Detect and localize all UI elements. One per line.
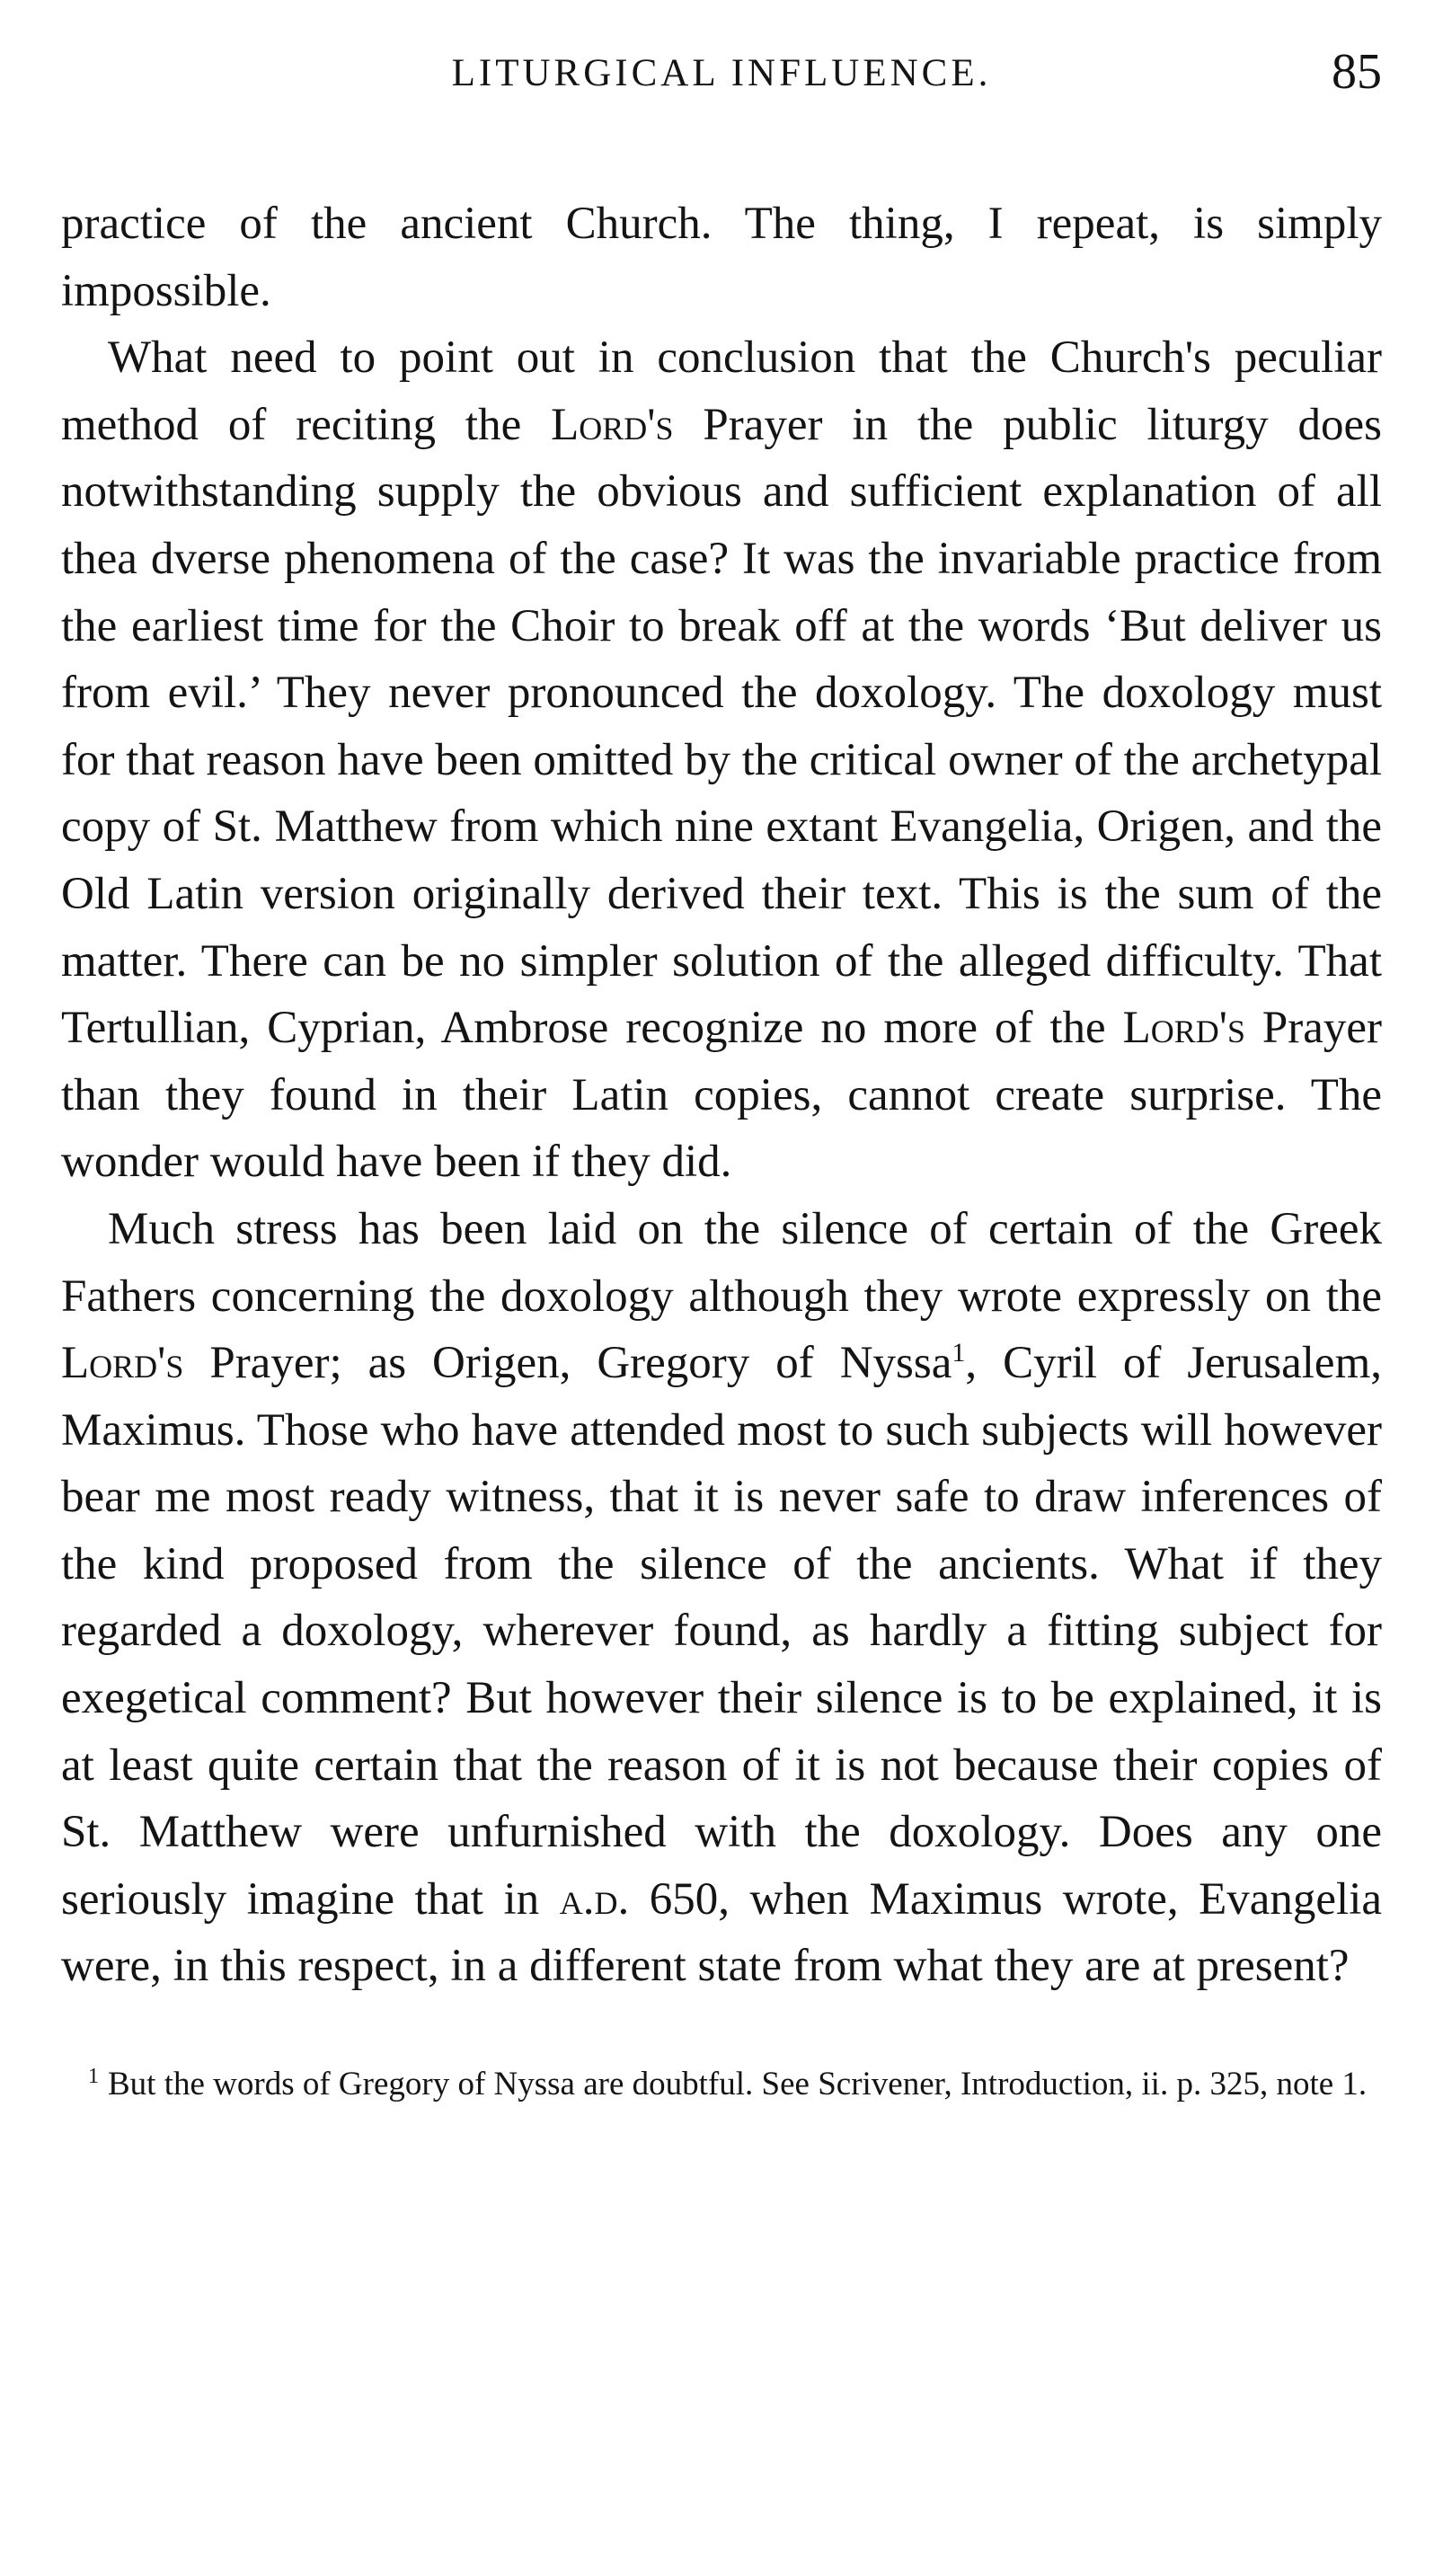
paragraph-2: [61, 324, 1382, 1196]
paragraph-1-text: practice of the ancient Church. The thing, I repeat, is simply impossible.: [61, 199, 1382, 316]
footnote-reference[interactable]: 1: [952, 1338, 966, 1368]
paragraph-3: [61, 1196, 1382, 2000]
book-page: [61, 43, 1382, 2110]
small-caps-lord: Lord's: [551, 399, 674, 450]
paragraph-2-part-c: Prayer than they found in their Latin copies, cannot create surprise. The wonder would have been if they did.: [61, 1003, 1382, 1188]
footnote-text: But the words of Gregory of Nyssa are doubtful. See Scrivener, Introduction, ii. p. 325, note 1.: [108, 2066, 1368, 2103]
paragraph-3-part-d: 650, when Maximus wrote, Evangelia were, in this respect, in a different state from what they are at present?: [61, 1873, 1383, 1992]
footnote: [61, 2059, 1382, 2110]
paragraph-3-part-b: Prayer; as Origen, Gregory of Nyssa: [183, 1338, 952, 1389]
paragraph-3-part-c: , Cyril of Jerusalem, Maximus. Those who have attended most to such subjects will however bear me most ready witness, that it is never safe to draw inferences of the kind proposed from the silence of the ancients. What if they regarded a doxology, wherever found, as hardly a fitting subject for exegetical comment? But however their silence is to be explained, it is at least quite certain that the reason of it is not because their copies of St. Matthew were unfurnished with the doxology. Does any one seriously imagine that in: [61, 1338, 1382, 1925]
running-head: [61, 43, 1382, 115]
paragraph-1: [61, 190, 1382, 324]
footnotes: [61, 2059, 1382, 2110]
small-caps-lord: Lord's: [1122, 1003, 1245, 1054]
paragraph-2-part-b: Prayer in the public liturgy does notwithstanding supply the obvious and sufficient explanation of all thea dverse phenomena of the case? It was the invariable practice from the earliest time for the Choir to break off at the words ‘But deliver us from evil.’ They never pronounced the doxology. The doxology must for that reason have been omitted by the critical owner of the archetypal copy of St. Matthew from which nine extant Evangelia, Origen, and the Old Latin version originally derived their text. This is the sum of the matter. There can be no simpler solution of the alleged difficulty. That Tertullian, Cyprian, Ambrose recognize no more of the: [61, 399, 1382, 1054]
body-text: [61, 190, 1382, 2000]
running-title: LITURGICAL INFLUENCE.: [451, 52, 992, 94]
page-number: 85: [1332, 44, 1382, 100]
paragraph-3-part-a: Much stress has been laid on the silence of certain of the Greek Fathers concerning the doxology although they wrote expressly on the: [61, 1203, 1382, 1322]
paragraph-2-part-a: What need to point out in conclusion that the Church's peculiar method of reciting the: [61, 332, 1382, 450]
small-caps-lord: Lord's: [61, 1338, 184, 1389]
small-caps-anno-domini: a.d.: [559, 1873, 630, 1925]
footnote-mark: 1: [88, 2064, 99, 2088]
